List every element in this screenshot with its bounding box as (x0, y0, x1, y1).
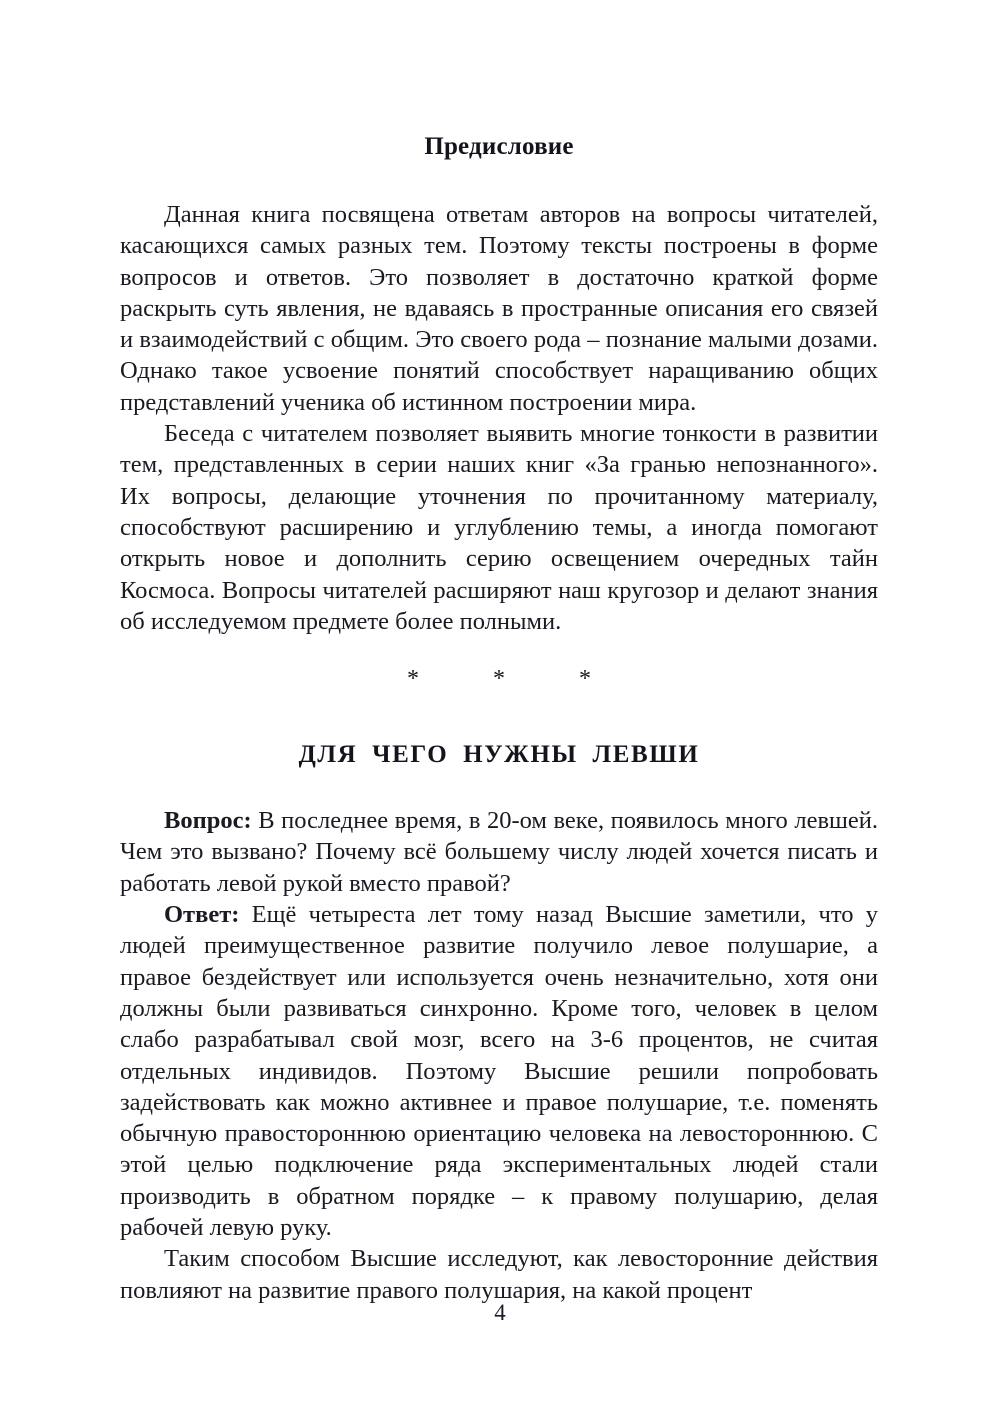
intro-paragraph-2: Беседа с читателем позволяет выявить многие тонкости в развитии тем, представленных в серии наших книг «За гранью непознанного». Их вопросы, делающие уточнения по прочитанному материалу, способствуют расширению и углублению темы, а иногда помогают открыть новое и дополнить серию освещением очередных тайн Космоса. Вопросы читателей расширяют наш кругозор и делают знания об исследуемом предмете более полными. (120, 420, 878, 635)
answer-label: Ответ: (164, 901, 240, 929)
question-text: В последнее время, в 20-ом веке, появилось много левшей. Чем это вызвано? Почему всё большему числу людей хочется писать и работать левой рукой вместо правой? (120, 807, 878, 897)
question-paragraph (120, 805, 878, 899)
page-title: Предисловие (424, 133, 574, 160)
page-number: 4 (494, 1300, 506, 1325)
intro-paragraph-1: Данная книга посвящена ответам авторов на вопросы читателей, касающихся самых разных тем. Поэтому тексты построены в форме вопросов и ответов. Это позволяет в достаточно краткой форме раскрыть суть явления, не вдаваясь в пространные описания его связей и взаимодействий с общим. Это своего рода – познание малыми дозами. Однако такое усвоение понятий способствует наращиванию общих представлений ученика об истинном построении мира. (120, 201, 878, 416)
answer-continuation-paragraph: Таким способом Высшие исследуют, как левосторонние действия повлияют на развитие правого полушария, на какой процент (120, 1245, 878, 1304)
section-separator: * * * (407, 666, 625, 693)
section-heading: ДЛЯ ЧЕГО НУЖНЫ ЛЕВШИ (298, 741, 700, 769)
answer-paragraph (120, 899, 878, 1243)
answer-text: Ещё четыреста лет тому назад Высшие заметили, что у людей преимущественное развитие получило левое полушарие, а правое бездействует или используется очень незначительно, хотя они должны были развиваться синхронно. Кроме того, человек в целом слабо разрабатывал свой мозг, всего на 3-6 процентов, не считая отдельных индивидов. Поэтому Высшие решили попробовать задействовать как можно активнее и правое полушарие, т.е. поменять обычную правостороннюю ориентацию человека на левостороннюю. С этой целью подключение ряда экспериментальных людей стали производить в обратном порядке – к правому полушарию, делая рабочей левую руку. (120, 901, 878, 1242)
page-content (120, 0, 878, 1306)
question-label: Вопрос: (164, 807, 252, 835)
qa-block (120, 805, 878, 1306)
